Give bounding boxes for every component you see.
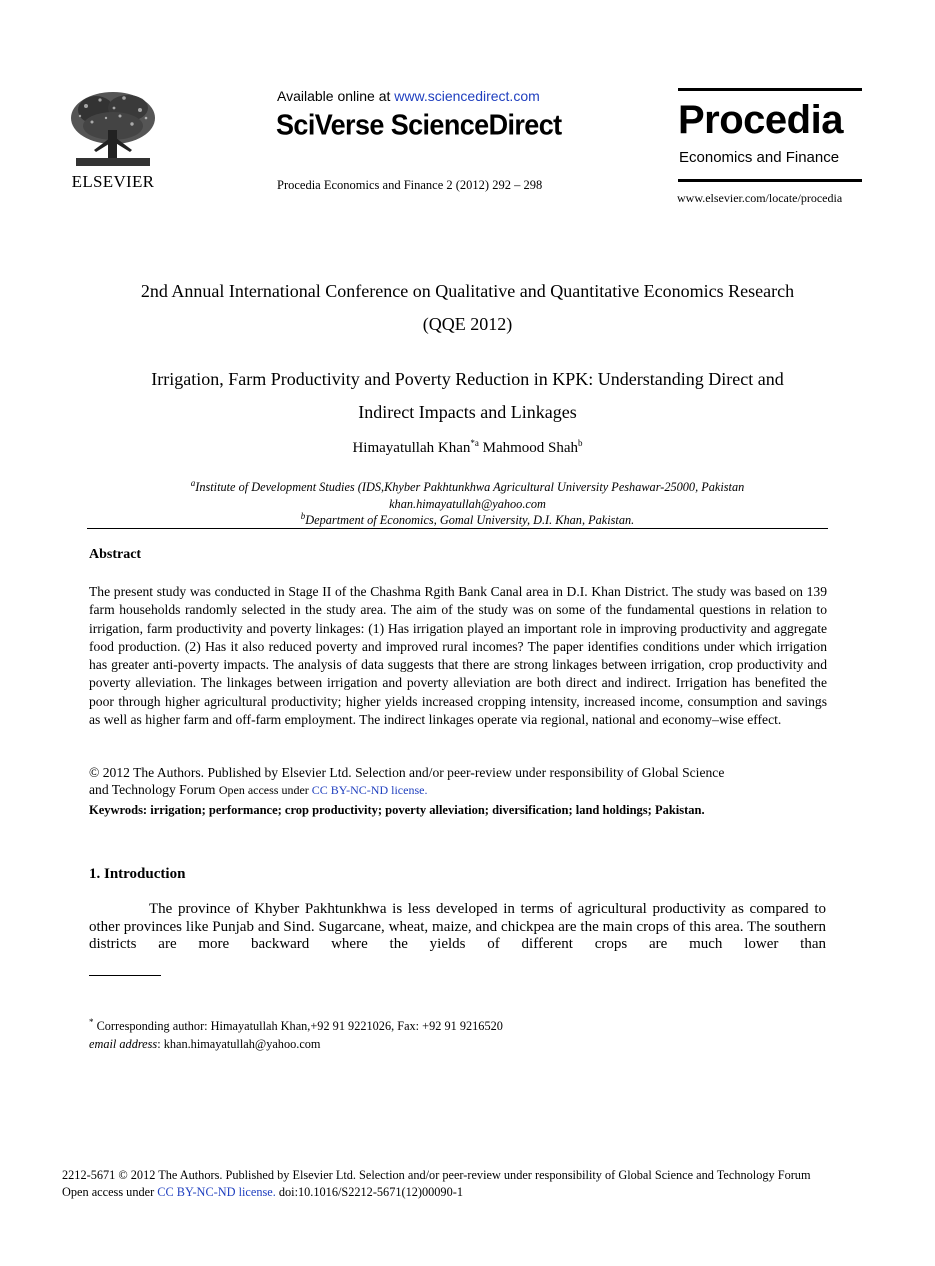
email-row <box>89 1035 829 1053</box>
corresponding-author-row <box>89 1017 829 1035</box>
license-link[interactable]: CC BY-NC-ND license. <box>311 783 428 797</box>
paper-title <box>60 363 875 429</box>
affiliation-b-mark: b <box>300 510 306 521</box>
email-text: : khan.himayatullah@yahoo.com <box>157 1037 321 1051</box>
corresponding-label: Corresponding author <box>96 1019 205 1033</box>
page-footer <box>62 1167 922 1201</box>
sciencedirect-link[interactable]: www.sciencedirect.com <box>394 88 540 104</box>
elsevier-tree-icon <box>66 88 160 170</box>
journal-citation: Procedia Economics and Finance 2 (2012) 292 – 298 <box>277 178 543 192</box>
affiliation-b-text: Department of Economics, Gomal University, D.I. Khan, Pakistan. <box>305 513 635 527</box>
footnote-mark: * <box>89 1016 94 1027</box>
paper-title-line1: Irrigation, Farm Productivity and Poverty Reduction in KPK: Understanding Direct and <box>151 369 784 389</box>
elsevier-wordmark: ELSEVIER <box>71 172 155 191</box>
elsevier-logo <box>66 88 160 192</box>
affiliations <box>60 479 875 529</box>
platform-name: SciVerse ScienceDirect <box>276 109 562 141</box>
footnote <box>89 1017 829 1053</box>
procedia-top-rule <box>678 88 862 91</box>
conference-name-line2: (QQE 2012) <box>422 314 513 334</box>
corresponding-text: : Himayatullah Khan,+92 91 9221026, Fax: +92 91 9216520 <box>204 1019 503 1033</box>
copyright-block <box>89 764 829 799</box>
conference-name-line1: 2nd Annual International Conference on Qualitative and Quantitative Economics Research <box>140 281 795 301</box>
affiliation-a-email: khan.himayatullah@yahoo.com <box>389 496 546 511</box>
open-access-label: Open access under <box>218 783 312 797</box>
keywords-label: Keywrods: <box>89 803 148 817</box>
author-1: Himayatullah Khan <box>352 440 471 456</box>
footer-line2 <box>62 1184 922 1201</box>
email-label: email address <box>89 1037 158 1051</box>
keywords <box>89 803 829 818</box>
available-online-label: Available online at <box>277 88 395 104</box>
procedia-logo <box>678 88 864 194</box>
footer-open-access-label: Open access under <box>62 1185 158 1199</box>
copyright-line1: © 2012 The Authors. Published by Elsevier Ltd. Selection and/or peer-review under responsibility of Global Science <box>89 765 725 780</box>
introduction-heading: 1. Introduction <box>89 866 186 882</box>
affiliation-a-mark: a <box>190 477 196 488</box>
footer-line1: 2212-5671 © 2012 The Authors. Published by Elsevier Ltd. Selection and/or peer-review under responsibility of Global Science and Technology Forum <box>62 1168 811 1182</box>
procedia-url[interactable]: www.elsevier.com/locate/procedia <box>677 191 843 205</box>
available-online <box>277 88 540 104</box>
procedia-logo-title: Procedia <box>678 98 843 142</box>
abstract-text: The present study was conducted in Stage II of the Chashma Rgith Bank Canal area in D.I. Khan District. The study was based on 139 farm households randomly selected in the study area. The aim of the study was on some of the fundamental questions in relation to irrigation, farm productivity and poverty linkages: (1) Has irrigation played an important role in improving productivity and aggregate food production. (2) Has it also reduced poverty and improved rural incomes? The paper identifies conditions under which irrigation has greater anti-poverty impacts. The analysis of data suggests that there are strong linkages between irrigation, crop productivity and poverty alleviation. The linkages between irrigation and poverty alleviation are both direct and indirect. Irrigation has benefited the poor through higher agricultural productivity; higher yields increased cropping intensity, increased income, consumption and savings as well as higher farm and off-farm employment. The indirect linkages operate via regional, national and economy–wise effect. <box>89 584 827 728</box>
author-1-mark: *a <box>470 438 479 448</box>
conference-name <box>60 275 875 341</box>
footer-doi: doi:10.1016/S2212-5671(12)00090-1 <box>275 1185 463 1199</box>
keywords-list: irrigation; performance; crop productivity; poverty alleviation; diversification; land holdings; Pakistan. <box>150 803 705 817</box>
abstract-heading: Abstract <box>89 547 142 562</box>
affiliation-a-text: Institute of Development Studies (IDS,Khyber Pakhtunkhwa Agricultural University Peshawar-25000, Pakistan <box>195 480 745 494</box>
footnote-rule <box>89 975 161 976</box>
introduction-text: The province of Khyber Pakhtunkhwa is less developed in terms of agricultural productivity as compared to other provinces like Punjab and Sind. Sugarcane, wheat, maize, and chickpea are the main crops of this area. The southern districts are more backward where the yields of different crops are much lower than <box>89 901 826 952</box>
authors <box>60 440 875 457</box>
affiliation-b <box>60 512 875 529</box>
header-divider <box>87 528 828 529</box>
paper-title-line2: Indirect Impacts and Linkages <box>358 402 577 422</box>
procedia-logo-subtitle: Economics and Finance <box>679 149 840 166</box>
author-2-mark: b <box>578 438 583 448</box>
author-2: Mahmood Shah <box>482 440 579 456</box>
copyright-line2: and Technology Forum <box>89 782 216 797</box>
copyright-line2-row <box>89 781 829 799</box>
affiliation-a <box>60 479 875 496</box>
procedia-bottom-rule <box>678 179 862 182</box>
footer-license-link[interactable]: CC BY-NC-ND license. <box>157 1185 276 1199</box>
